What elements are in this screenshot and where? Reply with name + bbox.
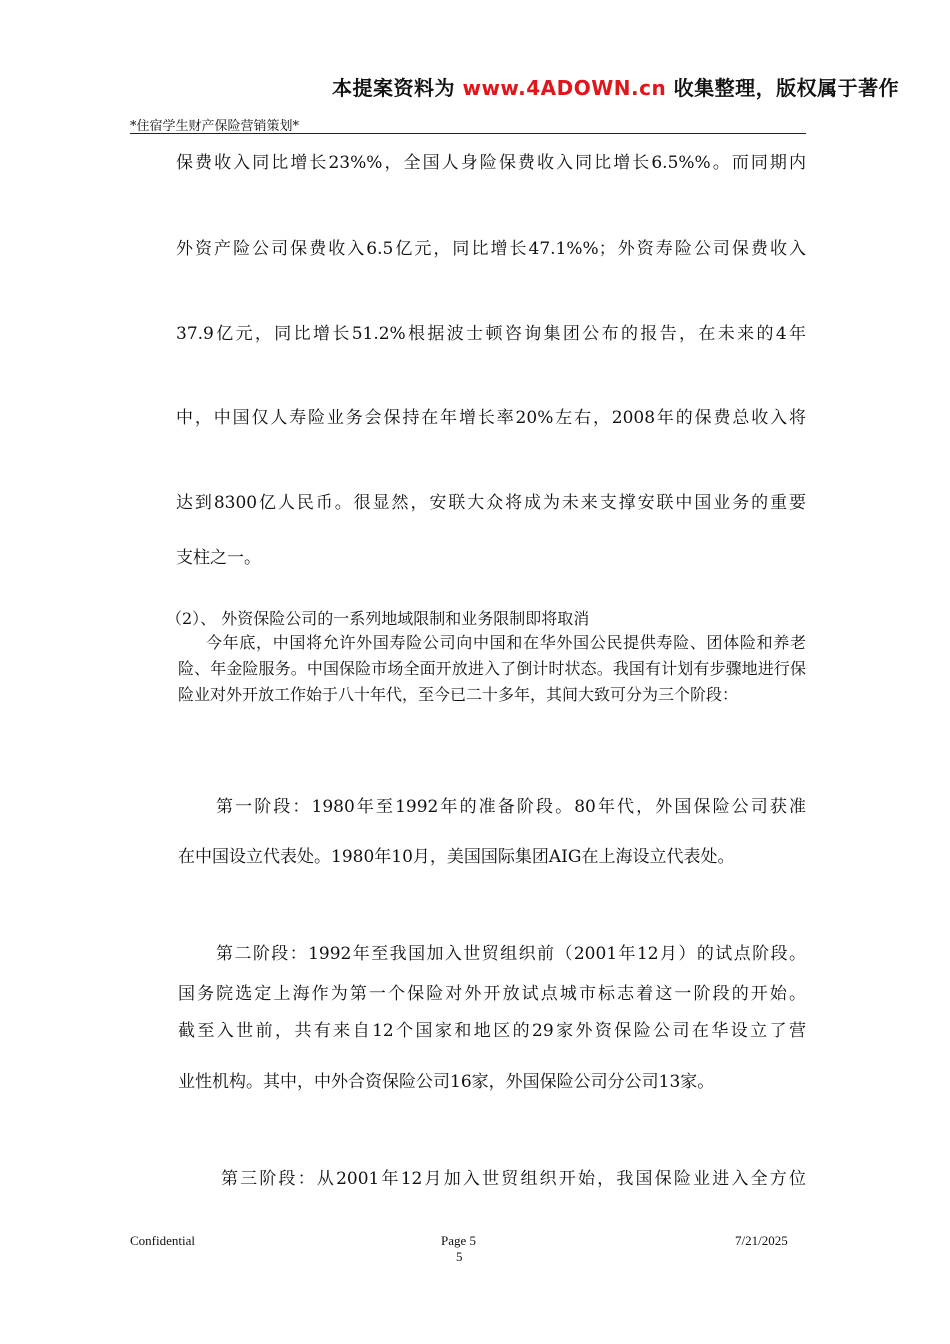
footer-date: 7/21/2025 [735, 1233, 788, 1248]
body-line: 中，中国仅人寿险业务会保持在年增长率20%左右，2008年的保费总收入将 [176, 408, 806, 428]
body-line: 达到8300亿人民币。很显然，安联大众将成为未来支撑安联中国业务的重要 [176, 493, 806, 513]
body-line: 保费收入同比增长23%%，全国人身险保费收入同比增长6.5%%。而同期内 [176, 153, 806, 173]
header-divider [130, 133, 806, 134]
banner-url[interactable]: www.4ADOWN.cn [462, 76, 667, 100]
stage2-line: 国务院选定上海作为第一个保险对外开放试点城市标志着这一阶段的开始。 [178, 984, 806, 1004]
stage2-line: 截至入世前，共有来自12个国家和地区的29家外资保险公司在华设立了营 [178, 1021, 806, 1041]
stage2-line: 第二阶段：1992年至我国加入世贸组织前（2001年12月）的试点阶段。 [216, 944, 806, 964]
banner-suffix: 收集整理，版权属于著作 [666, 76, 900, 100]
body-line: 37.9亿元，同比增长51.2%根据波士顿咨询集团公布的报告，在未来的4年 [176, 324, 806, 344]
document-header-title: *住宿学生财产保险营销策划* [130, 119, 300, 134]
footer-confidential: Confidential [130, 1233, 195, 1248]
footer-page-number: 5 [456, 1249, 463, 1264]
banner-prefix: 本提案资料为 [332, 76, 463, 100]
stage3-line: 第三阶段：从2001年12月加入世贸组织开始，我国保险业进入全方位 [221, 1169, 806, 1189]
stage2-line: 业性机构。其中，中外合资保险公司16家，外国保险公司分公司13家。 [178, 1072, 715, 1092]
section-paragraph: 今年底，中国将允许外国寿险公司向中国和在华外国公民提供寿险、团体险和养老险、年金险服务。中国保险市场全面开放进入了倒计时状态。我国有计划有步骤地进行保险业对外开放工作始于八十年代，至今已二十多年，其间大致可分为三个阶段： [178, 633, 806, 704]
footer-page-label: Page 5 [441, 1233, 477, 1248]
body-line: 外资产险公司保费收入6.5亿元，同比增长47.1%%；外资寿险公司保费收入 [176, 239, 806, 259]
source-banner [332, 72, 899, 101]
section-heading: （2）、 外资保险公司的一系列地域限制和业务限制即将取消 [166, 609, 590, 628]
body-line: 支柱之一。 [176, 548, 261, 568]
stage1-line: 在中国设立代表处。1980年10月，美国国际集团AIG在上海设立代表处。 [178, 847, 735, 867]
stage1-line: 第一阶段：1980年至1992年的准备阶段。80年代，外国保险公司获准 [216, 797, 806, 817]
